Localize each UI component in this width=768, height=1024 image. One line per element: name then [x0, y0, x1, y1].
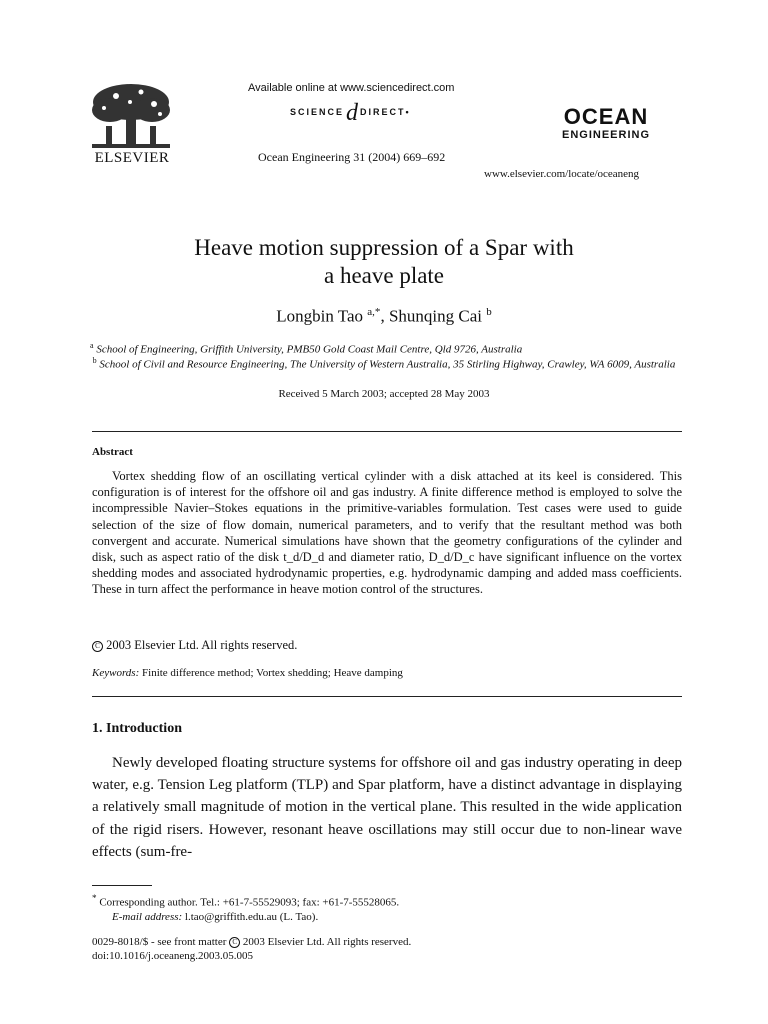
divider: [92, 696, 682, 697]
author-name[interactable]: Shunqing Cai: [388, 306, 482, 326]
author-list: [84, 306, 684, 327]
author-affiliation-marker: b: [486, 306, 492, 318]
keywords-text: Finite difference method; Vortex shedding; Heave damping: [139, 667, 403, 679]
affiliation-b: [90, 353, 678, 373]
footnote-marker: *: [92, 893, 97, 903]
journal-logo-line2: ENGINEERING: [562, 129, 651, 141]
received-dates: Received 5 March 2003; accepted 28 May 2003: [278, 388, 490, 400]
footnote-corresponding-text: Corresponding author. Tel.: +61-7-55529093; fax: +61-7-55528065.: [96, 896, 400, 909]
footnote-divider: [92, 885, 152, 886]
publisher-tree-logo: [86, 80, 176, 152]
front-matter: [92, 935, 682, 963]
article-title-line2: a heave plate: [323, 263, 445, 288]
copyright-symbol: C: [229, 937, 240, 948]
issn-copyright: 2003 Elsevier Ltd. All rights reserved.: [240, 936, 412, 948]
footnote-corresponding: [92, 891, 682, 910]
journal-url-link[interactable]: www.elsevier.com/locate/oceaneng: [484, 168, 640, 180]
author-separator: ,: [380, 306, 389, 326]
affiliation-text: School of Civil and Resource Engineering, The University of Western Australia, 35 Stirling Highway, Crawley, WA 6009, Australia: [99, 358, 676, 371]
affiliation-marker: b: [92, 356, 97, 365]
introduction-text: Newly developed floating structure systems for offshore oil and gas industry operating in deep water, e.g. Tension Leg platform (TLP) and Spar platform, have a distinct advantage in displaying a relatively small magnitude of motion in the vertical plane. This resulted in the wide application of the rigid risers. However, resonant heave oscillations may still occur due to non-linear wave effects (sum-fre-: [92, 755, 682, 860]
affiliation-marker: a: [90, 341, 94, 350]
affiliation-text: School of Engineering, Griffith University, PMB50 Gold Coast Mail Centre, Qld 9726, Australia: [96, 343, 523, 356]
journal-logo: [562, 106, 650, 142]
sciencedirect-logo-left: SCIENCE: [290, 107, 345, 117]
available-online-text: Available online at www.sciencedirect.com: [248, 82, 455, 94]
author-name[interactable]: Longbin Tao: [276, 306, 364, 326]
journal-citation: Ocean Engineering 31 (2004) 669–692: [258, 150, 446, 164]
section-heading: 1. Introduction: [92, 721, 182, 736]
copyright-text: 2003 Elsevier Ltd. All rights reserved.: [103, 638, 298, 652]
abstract-copyright: [92, 638, 297, 653]
doi-link[interactable]: doi:10.1016/j.oceaneng.2003.05.005: [92, 950, 254, 962]
article-title: [84, 234, 684, 290]
article-title-line1: Heave motion suppression of a Spar with: [194, 235, 574, 260]
sciencedirect-logo-mark: d: [346, 100, 359, 126]
publisher-name: ELSEVIER: [94, 150, 170, 166]
journal-logo-line1: OCEAN: [563, 104, 649, 129]
sciencedirect-logo: SCIENCEd DIRECT•: [290, 100, 411, 126]
abstract-heading: Abstract: [92, 446, 133, 458]
footnote: [92, 891, 682, 924]
footnote-email: [92, 910, 682, 924]
copyright-symbol: C: [92, 641, 103, 652]
keywords: [92, 667, 682, 679]
footnote-email-address[interactable]: l.tao@griffith.edu.au (L. Tao).: [182, 910, 319, 923]
issn-text: 0029-8018/$ - see front matter: [92, 936, 230, 948]
footnote-email-label: E-mail address:: [112, 910, 183, 923]
issn-line: [92, 935, 682, 949]
keywords-label: Keywords:: [92, 667, 140, 679]
abstract-text: Vortex shedding flow of an oscillating vertical cylinder with a disk attached at its keel is considered. This configuration is of interest for the offshore oil and gas industry. A finite difference method is employed to solve the incompressible Navier–Stokes equations in the primitive-variables formulation. Test cases were used to guide selection of the size of flow domain, numerical parameters, and to verify that the resultant method was both convergent and accurate. Numerical simulations have shown that the geometry configurations of the cylinder and disk, such as aspect ratio of the disk t_d/D_d and diameter ratio, D_d/D_c have significant influence on the vortex shedding modes and associated hydrodynamic properties, e.g. hydrodynamic damping and added mass coefficients. These in turn affect the performance in heave motion control of the structures.: [92, 469, 682, 597]
sciencedirect-logo-right: DIRECT: [360, 107, 406, 117]
divider: [92, 431, 682, 432]
author-affiliation-marker: a,*: [367, 306, 381, 318]
